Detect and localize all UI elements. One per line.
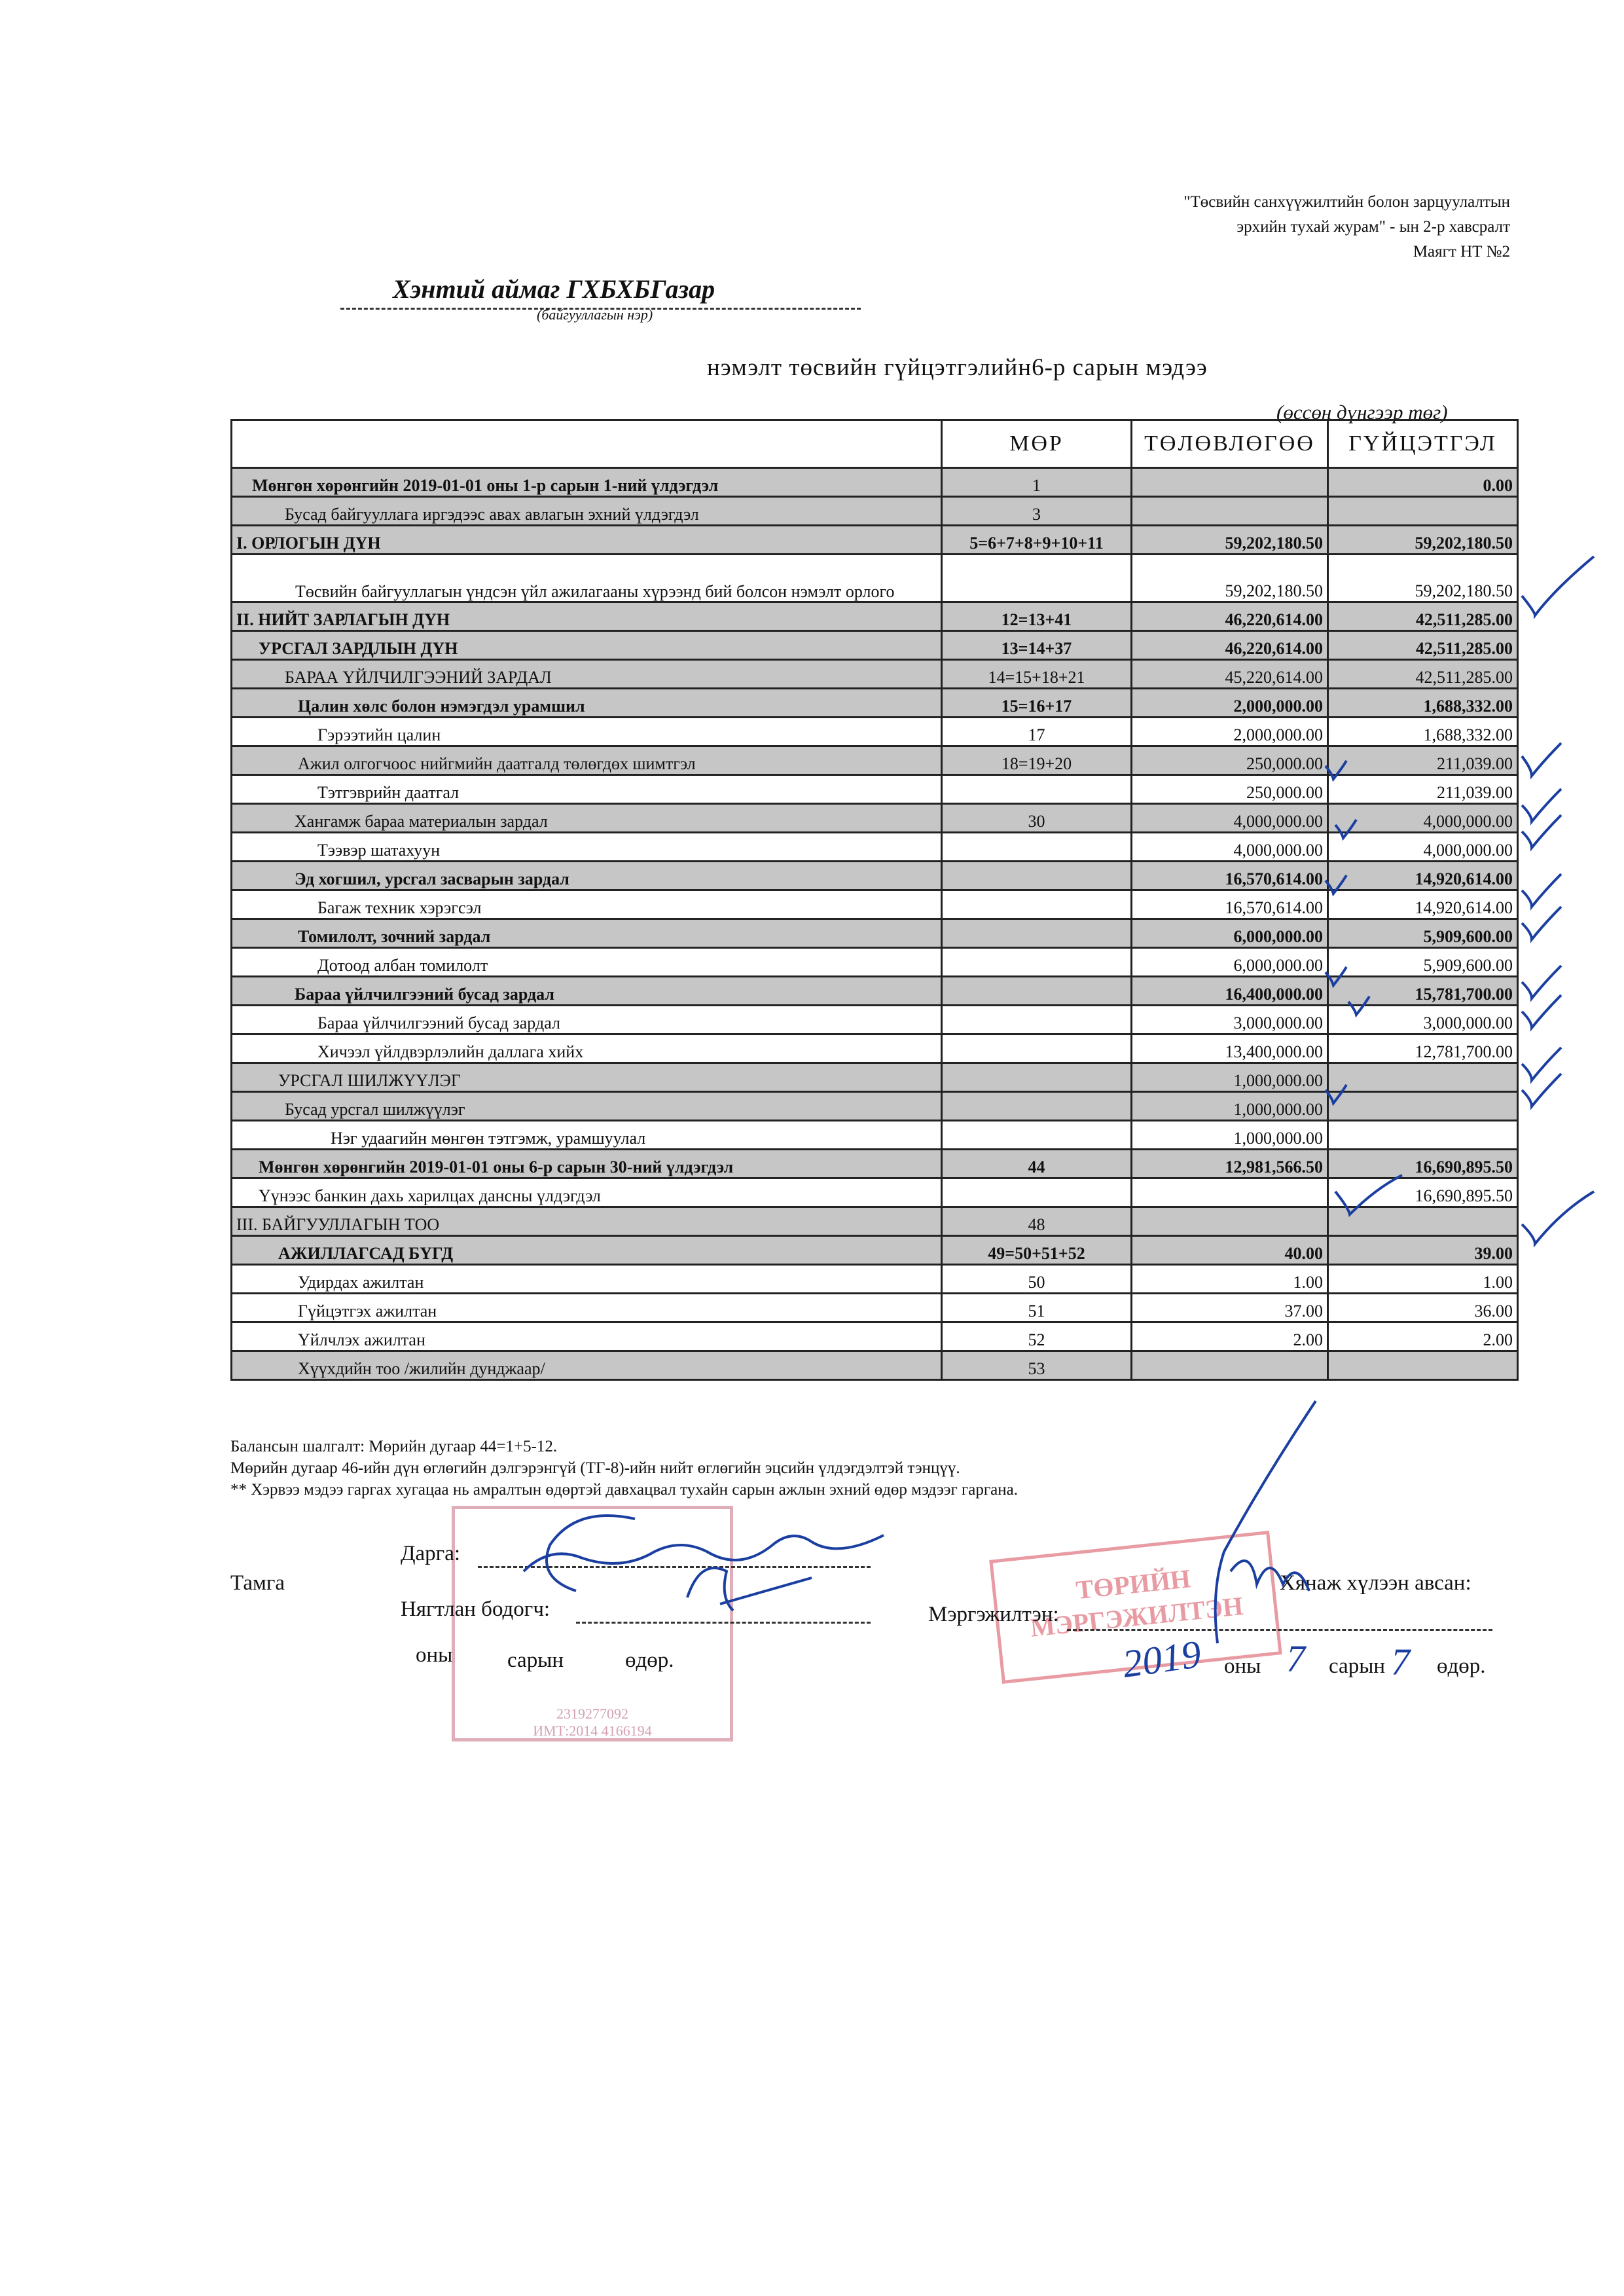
note-deadline: ** Хэрвээ мэдээ гаргах хугацаа нь амралтын өдөртэй давхацвал тухайн сарын ажлын эхний өдөр мэдээг гаргана.	[230, 1481, 1018, 1499]
row-plan: 13,400,000.00	[1132, 1034, 1328, 1063]
row-plan: 37.00	[1132, 1294, 1328, 1322]
row-plan: 16,570,614.00	[1132, 890, 1328, 919]
specialist-signature	[1216, 1401, 1316, 1643]
director-label: Дарга:	[401, 1542, 461, 1565]
row-label: Бусад урсгал шилжүүлэг	[232, 1092, 942, 1121]
received-label: Хянаж хүлээн авсан:	[1280, 1571, 1471, 1595]
row-plan: 6,000,000.00	[1132, 948, 1328, 977]
row-actual: 0.00	[1328, 468, 1518, 497]
row-label: Үүнээс банкин дахь харилцах дансны үлдэгдэл	[232, 1178, 942, 1207]
row-label: Бараа үйлчилгээний бусад зардал	[232, 977, 942, 1006]
row-plan: 40.00	[1132, 1236, 1328, 1265]
row-plan: 46,220,614.00	[1132, 602, 1328, 631]
row-plan: 2.00	[1132, 1322, 1328, 1351]
row-actual: 42,511,285.00	[1328, 602, 1518, 631]
row-plan: 4,000,000.00	[1132, 833, 1328, 862]
unit-label: (өссөн дүнгээр төг)	[1276, 401, 1448, 424]
reference-line-2: эрхийн тухай журам" - ын 2-р хавсралт	[1236, 218, 1510, 236]
row-label: Хангамж бараа материалын зардал	[232, 804, 942, 833]
row-plan: 59,202,180.50	[1132, 555, 1328, 602]
row-actual: 5,909,600.00	[1328, 919, 1518, 948]
row-plan: 2,000,000.00	[1132, 689, 1328, 718]
organization-name: Хэнтий аймаг ГХБХБГазар	[393, 274, 715, 304]
row-plan: 1,000,000.00	[1132, 1092, 1328, 1121]
row-label: Цалин хөлс болон нэмэгдэл урамшил	[232, 689, 942, 718]
row-code: 49=50+51+52	[942, 1236, 1132, 1265]
row-label: Төсвийн байгууллагын үндсэн үйл ажилагааны хүрээнд бий болсон нэмэлт орлого	[232, 555, 942, 602]
row-code: 30	[942, 804, 1132, 833]
row-actual: 16,690,895.50	[1328, 1150, 1518, 1178]
row-code: 50	[942, 1265, 1132, 1294]
row-label: БАРАА ҮЙЛЧИЛГЭЭНИЙ ЗАРДАЛ	[232, 660, 942, 689]
row-label: АЖИЛЛАГСАД БҮГД	[232, 1236, 942, 1265]
row-plan: 2,000,000.00	[1132, 718, 1328, 746]
row-label: Эд хогшил, урсгал засварын зардал	[232, 862, 942, 890]
note-row-46: Мөрийн дугаар 46-ийн дүн өглөгийн дэлгэрэнгүй (ТГ-8)-ийн нийт өглөгийн эцсийн үлдэгдэлтэй тэнцүү.	[230, 1459, 960, 1477]
seal-numbers: 2319277092 ИМТ:2014 4166194	[533, 1705, 652, 1739]
row-label: Томилолт, зочний зардал	[232, 919, 942, 948]
row-label: Удирдах ажилтан	[232, 1265, 942, 1294]
row-plan: 3,000,000.00	[1132, 1006, 1328, 1034]
row-actual: 4,000,000.00	[1328, 804, 1518, 833]
row-code: 53	[942, 1351, 1132, 1380]
row-plan: 6,000,000.00	[1132, 919, 1328, 948]
row-label: Гүйцэтгэх ажилтан	[232, 1294, 942, 1322]
row-code: 51	[942, 1294, 1132, 1322]
handwritten-day: 7	[1391, 1641, 1410, 1683]
row-plan: 1,000,000.00	[1132, 1063, 1328, 1092]
row-actual: 12,781,700.00	[1328, 1034, 1518, 1063]
date-right-year: оны	[1224, 1654, 1261, 1678]
row-plan: 59,202,180.50	[1132, 526, 1328, 555]
row-label: II. НИЙТ ЗАРЛАГЫН ДҮН	[232, 602, 942, 631]
row-plan: 45,220,614.00	[1132, 660, 1328, 689]
row-label: Дотоод албан томилолт	[232, 948, 942, 977]
row-label: III. БАЙГУУЛЛАГЫН ТОО	[232, 1207, 942, 1236]
row-label: Тэтгэврийн даатгал	[232, 775, 942, 804]
row-code: 52	[942, 1322, 1132, 1351]
row-actual: 5,909,600.00	[1328, 948, 1518, 977]
row-label: Багаж техник хэрэгсэл	[232, 890, 942, 919]
note-balance-check: Балансын шалгалт: Мөрийн дугаар 44=1+5-12.	[230, 1438, 558, 1455]
row-label: Тээвэр шатахуун	[232, 833, 942, 862]
row-plan: 1,000,000.00	[1132, 1121, 1328, 1150]
row-label: Нэг удаагийн мөнгөн тэтгэмж, урамшуулал	[232, 1121, 942, 1150]
row-label: Бараа үйлчилгээний бусад зардал	[232, 1006, 942, 1034]
document-title: нэмэлт төсвийн гүйцэтгэлийн6-р сарын мэдээ	[707, 354, 1208, 381]
row-code: 13=14+37	[942, 631, 1132, 660]
row-actual: 42,511,285.00	[1328, 631, 1518, 660]
row-code: 1	[942, 468, 1132, 497]
row-code: 12=13+41	[942, 602, 1132, 631]
row-actual: 1,688,332.00	[1328, 689, 1518, 718]
header-actual: ГҮЙЦЭТГЭЛ	[1328, 420, 1518, 468]
row-code: 3	[942, 497, 1132, 526]
row-actual: 36.00	[1328, 1294, 1518, 1322]
row-code: 48	[942, 1207, 1132, 1236]
row-actual: 14,920,614.00	[1328, 890, 1518, 919]
header-plan: ТӨЛӨВЛӨГӨӨ	[1132, 420, 1328, 468]
row-label: Бусад байгууллага иргэдээс авах авлагын эхний үлдэгдэл	[232, 497, 942, 526]
row-code: 15=16+17	[942, 689, 1132, 718]
date-right-day: өдөр.	[1437, 1654, 1486, 1678]
row-actual: 16,690,895.50	[1328, 1178, 1518, 1207]
accountant-label: Нягтлан бодогч:	[401, 1597, 550, 1621]
reference-line-1: "Төсвийн санхүүжилтийн болон зарцуулалтын	[1183, 193, 1510, 211]
row-actual: 211,039.00	[1328, 746, 1518, 775]
row-actual: 59,202,180.50	[1328, 526, 1518, 555]
row-actual: 4,000,000.00	[1328, 833, 1518, 862]
row-plan: 1.00	[1132, 1265, 1328, 1294]
director-signature	[524, 1516, 884, 1611]
row-plan: 4,000,000.00	[1132, 804, 1328, 833]
row-actual: 59,202,180.50	[1328, 555, 1518, 602]
date-left-day: өдөр.	[625, 1649, 674, 1672]
row-label: УРСГАЛ ЗАРДЛЫН ДҮН	[232, 631, 942, 660]
row-code: 14=15+18+21	[942, 660, 1132, 689]
row-label: Хүүхдийн тоо /жилийн дунджаар/	[232, 1351, 942, 1380]
handwritten-year: 2019	[1119, 1631, 1204, 1686]
checkmark-icon	[1326, 556, 1594, 1244]
row-plan: 16,400,000.00	[1132, 977, 1328, 1006]
received-stamp: ТӨРИЙН МЭРГЭЖИЛТЭН	[989, 1531, 1282, 1684]
handwritten-month: 7	[1286, 1637, 1305, 1680]
row-actual: 15,781,700.00	[1328, 977, 1518, 1006]
row-actual: 42,511,285.00	[1328, 660, 1518, 689]
header-row-number: МӨР	[942, 420, 1132, 468]
date-right-month: сарын	[1329, 1654, 1386, 1678]
row-label: Үйлчлэх ажилтан	[232, 1322, 942, 1351]
specialist-label: Мэргэжилтэн:	[928, 1603, 1059, 1626]
row-actual: 3,000,000.00	[1328, 1006, 1518, 1034]
row-label: Мөнгөн хөрөнгийн 2019-01-01 оны 1-р сарын 1-ний үлдэгдэл	[232, 468, 942, 497]
row-plan: 250,000.00	[1132, 746, 1328, 775]
reference-line-3: Маягт НТ №2	[1413, 243, 1510, 261]
row-actual: 211,039.00	[1328, 775, 1518, 804]
row-label: УРСГАЛ ШИЛЖҮҮЛЭГ	[232, 1063, 942, 1092]
row-code: 18=19+20	[942, 746, 1132, 775]
row-label: Гэрээтийн цалин	[232, 718, 942, 746]
row-actual: 1,688,332.00	[1328, 718, 1518, 746]
row-actual: 14,920,614.00	[1328, 862, 1518, 890]
row-actual: 2.00	[1328, 1322, 1518, 1351]
date-left-month: сарын	[507, 1649, 564, 1672]
row-label: I. ОРЛОГЫН ДҮН	[232, 526, 942, 555]
row-code: 44	[942, 1150, 1132, 1178]
row-code: 5=6+7+8+9+10+11	[942, 526, 1132, 555]
row-plan: 16,570,614.00	[1132, 862, 1328, 890]
row-label: Мөнгөн хөрөнгийн 2019-01-01 оны 6-р сарын 30-ний үлдэгдэл	[232, 1150, 942, 1178]
row-label: Хичээл үйлдвэрлэлийн даллага хийх	[232, 1034, 942, 1063]
organization-caption: (байгууллагын нэр)	[537, 306, 653, 323]
row-actual: 1.00	[1328, 1265, 1518, 1294]
row-label: Ажил олгогчоос нийгмийн даатгалд төлөгдөх шимтгэл	[232, 746, 942, 775]
stamp-label: Тамга	[230, 1571, 285, 1595]
row-actual: 39.00	[1328, 1236, 1518, 1265]
date-left-year: оны	[416, 1643, 453, 1667]
row-plan: 12,981,566.50	[1132, 1150, 1328, 1178]
row-plan: 250,000.00	[1132, 775, 1328, 804]
row-plan: 46,220,614.00	[1132, 631, 1328, 660]
row-code: 17	[942, 718, 1132, 746]
